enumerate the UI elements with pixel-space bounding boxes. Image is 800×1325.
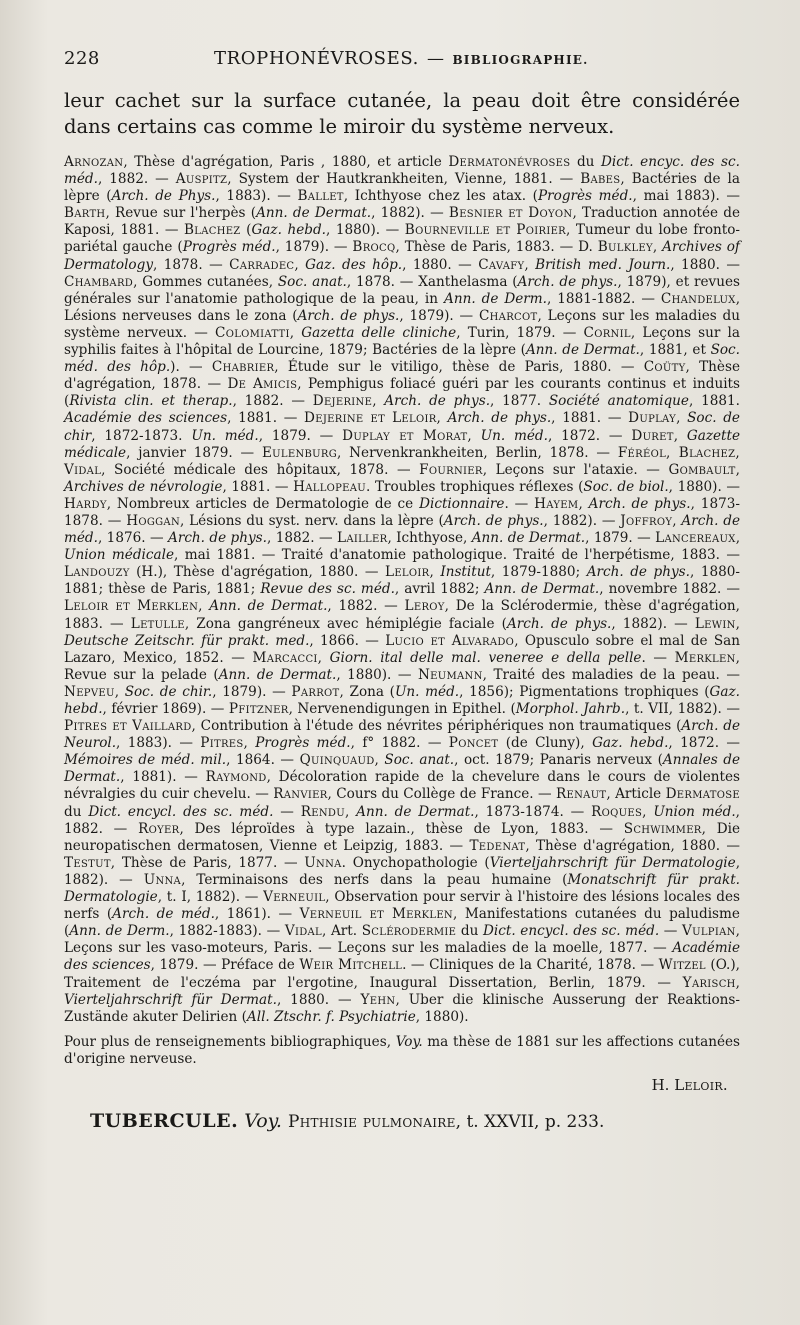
author-name: Carradec xyxy=(229,256,295,273)
citation-text: , 1880-1881; thèse de Paris, 1881; xyxy=(64,564,741,598)
citation-text: . — Cliniques de la Charité, 1878. — xyxy=(402,957,659,974)
citation-text: , Contribution à l'étude des névrites périphériques non traumatiques ( xyxy=(191,718,682,735)
citation-text: , Cours du Collège de France. — xyxy=(327,786,556,803)
citation-text: , 1879-1880; xyxy=(490,564,587,581)
citation-text: , 1879). — xyxy=(212,683,292,700)
publication-title: Arch. de Neurol. xyxy=(64,718,740,752)
bibliography xyxy=(64,154,740,1026)
author-name: Gombault xyxy=(668,461,736,478)
author-name: Duplay xyxy=(628,410,677,427)
author-name: Renaut xyxy=(555,786,607,803)
citation-text: , Article xyxy=(606,786,666,803)
publication-title: Arch. de phys. xyxy=(297,307,400,324)
citation-text: , xyxy=(578,495,589,512)
citation-text: , 1879. — xyxy=(258,427,343,444)
entry-headword: TUBERCULE. xyxy=(90,1109,239,1132)
publication-title: Rivista clin. et therap. xyxy=(69,393,233,410)
author-name: Hardy xyxy=(64,495,107,512)
closing-voy: Voy. xyxy=(395,1033,423,1050)
author-name: Unna xyxy=(304,854,342,871)
author-name: Cavafy xyxy=(478,256,525,273)
citation-text: , xyxy=(198,598,210,615)
intro-paragraph: leur cachet sur la surface cutanée, la peau doit être considérée dans certains cas comme le miroir du système nerveux. xyxy=(64,89,740,138)
author-name: Auspitz xyxy=(175,171,228,188)
author-name: Pitres et Vaillard xyxy=(64,718,192,735)
citation-text: (de Cluny), xyxy=(498,735,593,752)
citation-text: , Pemphigus foliacé guéri par les courants continus et induits ( xyxy=(64,376,740,410)
entry-target: Phthisie pulmonaire xyxy=(287,1111,456,1132)
citation-text: , 1880. — xyxy=(402,256,479,273)
citation-text: . — xyxy=(641,649,675,666)
citation-text: , 1881, et xyxy=(639,342,711,359)
author-name: Duplay et Morat xyxy=(342,427,468,444)
citation-text: du xyxy=(64,803,89,820)
author-name: Letulle xyxy=(130,615,185,632)
author-name: Duret xyxy=(631,427,674,444)
citation-text: , Société médicale des hôpitaux, 1878. — xyxy=(101,461,420,478)
author-name: Verneuil xyxy=(263,889,326,906)
author-name: Ballet xyxy=(297,188,344,205)
citation-text: , Nombreux articles de Dermatologie de ce xyxy=(106,495,420,512)
citation-text: , Leçons sur la syphilis faites à l'hôpital de Lourcine, 1879; Bactéries de la lèpre ( xyxy=(64,324,740,359)
publication-title: Un. méd. xyxy=(480,427,548,444)
citation-text: , 1864. — xyxy=(226,752,300,769)
publication-title: Soc. de chir xyxy=(64,410,740,444)
citation-text: , xyxy=(672,512,682,529)
citation-text: , 1880). xyxy=(415,1008,469,1025)
citation-text: , Art. xyxy=(322,923,362,940)
author-name: Dejerine xyxy=(312,393,373,410)
author-name: Coüty xyxy=(643,359,686,376)
author-name: Lancereaux xyxy=(655,530,736,547)
citation-text: , 1878. — xyxy=(153,256,230,273)
author-name: Raymond xyxy=(205,769,267,786)
citation-text: — xyxy=(659,923,682,940)
publication-title: Ann. de Dermat. xyxy=(471,530,586,547)
author-name: Dejerine et Leloir xyxy=(304,410,437,427)
publication-title: Arch. de méd. xyxy=(112,906,215,923)
publication-title: Soc. méd. des hôp. xyxy=(64,342,740,376)
citation-text: (O.), Traitement de l'eczéma par l'ergotine, Inaugural Dissertation, Berlin, 1879. — xyxy=(64,957,741,991)
citation-text: — xyxy=(273,803,301,820)
author-name: Chandelux xyxy=(660,290,736,307)
citation-text: , 1881. xyxy=(688,393,740,410)
citation-text: , 1866. — xyxy=(309,632,386,649)
citation-text: , 1878. — Xanthelasma ( xyxy=(346,273,518,290)
closing-paragraph xyxy=(64,1034,740,1068)
citation-text: , xyxy=(524,256,536,273)
citation-text: , Revue sur la pelade ( xyxy=(64,649,740,683)
citation-text: , xyxy=(317,649,330,666)
author-signature xyxy=(64,1076,740,1094)
author-name: Yehn xyxy=(360,991,396,1008)
publication-title: Arch. de phys. xyxy=(506,615,612,632)
author-name: Neumann xyxy=(417,666,483,683)
publication-title: Gaz. hebd. xyxy=(64,683,740,717)
citation-text: , Des léproïdes à type lazain., thèse de Lyon, 1883. — xyxy=(179,820,624,837)
citation-text: , xyxy=(289,324,302,341)
citation-text: , Leçons sur les maladies du système nerveux. — xyxy=(64,307,740,341)
citation-text: , 1879. — xyxy=(585,530,656,547)
author-name: Blachez xyxy=(183,222,241,239)
publication-title: Ann. de Dermat. xyxy=(356,803,475,820)
publication-title: Ann. de Dermat. xyxy=(209,598,328,615)
publication-title: Gazetta delle cliniche xyxy=(301,324,457,341)
citation-text: , oct. 1879; Panaris nerveux ( xyxy=(454,752,663,769)
citation-text: , février 1869). — xyxy=(102,701,229,717)
citation-text: , 1880). — xyxy=(336,666,418,683)
citation-text: , 1882. — xyxy=(327,598,405,615)
citation-text: , 1882). — xyxy=(543,512,621,529)
citation-text: , 1880. — xyxy=(276,991,361,1008)
author-name: Rendu xyxy=(300,803,345,820)
page-number: 228 xyxy=(64,48,100,69)
citation-text: , 1872. — xyxy=(668,735,740,752)
citation-text: , 1873-1878. — xyxy=(64,495,740,529)
author-name: Leloir et Merklen xyxy=(64,598,199,615)
citation-text: , 1882. — xyxy=(266,530,338,547)
publication-title: Arch. de méd. xyxy=(64,512,740,547)
closing-text-end: ma thèse de 1881 sur les affections cutanées d'origine nerveuse. xyxy=(64,1033,741,1067)
citation-text: , mai 1881. — Traité d'anatomie pathologique. Traité de l'herpétisme, 1883. — xyxy=(174,547,740,564)
publication-title: Mémoires de méd. mil. xyxy=(64,752,227,769)
citation-text: , xyxy=(676,410,688,427)
author-name: Babes xyxy=(580,171,621,188)
author-name: Féréol, Blachez, Vidal xyxy=(64,444,740,478)
citation-text: , t. VII, 1882). — xyxy=(625,701,740,717)
running-title: TROPHONÉVROSES. xyxy=(214,48,419,69)
author-name: Chabrier xyxy=(211,359,275,376)
author-name: Brocq xyxy=(352,239,396,256)
citation-text: , 1873-1874. — xyxy=(474,803,592,820)
author-name: Leloir xyxy=(385,564,430,581)
citation-text: , 1880. — xyxy=(670,256,740,273)
citation-text: , xyxy=(735,530,741,547)
author-name: Unna xyxy=(143,871,182,888)
author-name: Pfitzner xyxy=(228,701,289,717)
author-name: Bourneville et Poirier xyxy=(404,222,567,239)
citation-text: , xyxy=(735,974,740,991)
publication-title: Ann. de Dermat. xyxy=(484,581,600,598)
citation-text: . Onychopathologie ( xyxy=(341,854,490,871)
author-name: Quinquaud xyxy=(299,752,375,769)
citation-text: , 1882. — xyxy=(64,803,740,837)
citation-text: , Turin, 1879. — xyxy=(456,324,584,341)
author-name: Merklen xyxy=(674,649,736,666)
citation-text: du xyxy=(570,154,601,170)
publication-title: Ann. de Derm. xyxy=(444,290,547,307)
author-name: Dermatose xyxy=(665,786,740,803)
publication-title: Arch. de phys. xyxy=(168,530,267,547)
citation-text: , Zona gangréneux avec hémiplégie faciale ( xyxy=(184,615,507,632)
citation-text: , Nervenendigungen in Epithel. ( xyxy=(288,701,516,717)
publication-title: Arch. de phys. xyxy=(588,495,691,512)
citation-text: , 1879). — xyxy=(275,239,353,256)
author-name: Lucio et Alvarado xyxy=(385,632,515,649)
citation-text: , 1872. — xyxy=(547,427,632,444)
publication-title: Dict. encycl. des sc. méd. xyxy=(483,923,660,940)
citation-text: , Gommes cutanées, xyxy=(133,273,278,290)
author-name: Witzel xyxy=(658,957,706,974)
citation-text: , Revue sur l'herpès ( xyxy=(105,205,257,222)
author-name: Sclérodermie xyxy=(361,923,457,940)
citation-text: , Zona ( xyxy=(339,683,395,700)
author-name: Landouzy xyxy=(64,564,130,581)
citation-text: , Thèse d'agrégation, 1880. — xyxy=(525,837,740,854)
citation-text: , 1883). — xyxy=(215,188,298,205)
publication-title: Progrès méd. xyxy=(255,735,351,752)
citation-text: , 1879), et revues générales sur l'anatomie pathologique de la peau, in xyxy=(64,273,740,307)
citation-text: , Lésions du syst. nerv. dans la lèpre ( xyxy=(180,512,444,529)
publication-title: Académie des sciences xyxy=(64,940,740,974)
citation-text: ). — xyxy=(170,359,212,376)
author-name: Vulpian xyxy=(682,923,736,940)
citation-text: , janvier 1879. — xyxy=(126,444,262,461)
publication-title: Progrès méd. xyxy=(182,239,276,256)
author-name: Vidal xyxy=(284,923,322,940)
author-name: Roques xyxy=(591,803,643,820)
citation-text: , f° 1882. — xyxy=(350,735,449,752)
author-name: Cornil xyxy=(583,324,631,341)
publication-title: Soc. anat. xyxy=(277,273,347,290)
citation-text: , 1856); Pigmentations trophiques ( xyxy=(459,683,710,700)
author-name: Chambard xyxy=(64,273,134,290)
author-name: Ranvier xyxy=(273,786,328,803)
citation-text: , 1883). — xyxy=(116,735,201,752)
citation-text: , Décoloration rapide de la chevelure dans le cours de violentes névralgies du cuir chevelu. — xyxy=(64,769,740,803)
citation-text: , xyxy=(735,461,740,478)
citation-text: , 1872-1873. xyxy=(91,427,192,444)
publication-title: Arch. de phys. xyxy=(517,273,618,290)
publication-title: Gaz. hebd. xyxy=(251,222,326,239)
publication-title: Ann. de Dermat. xyxy=(525,342,640,359)
publication-title: Soc. anat. xyxy=(384,752,455,769)
citation-text: , 1881. — xyxy=(222,478,294,495)
citation-text: , Ichthyose, xyxy=(387,530,472,547)
author-name: Colomiatti xyxy=(215,324,290,341)
citation-text: ( xyxy=(240,222,252,239)
citation-text: , Observation pour servir à l'histoire des lésions locales des nerfs ( xyxy=(64,889,741,923)
citation-text: , xyxy=(735,615,740,632)
citation-text: , xyxy=(374,752,385,769)
citation-text: , Die neuropatischen dermatosen, Vienne et Leipzig, 1883. — xyxy=(64,820,741,854)
citation-text: , Thèse d'agrégation, Paris , 1880, et article xyxy=(123,154,449,170)
page-header xyxy=(64,48,740,82)
publication-title: Giorn. ital delle mal. veneree e della pelle xyxy=(329,649,642,666)
citation-text: , 1879. — Préface de xyxy=(150,957,300,974)
signature-name: Leloir. xyxy=(674,1075,728,1094)
publication-title: Arch. de phys. xyxy=(384,393,491,410)
citation-text: , xyxy=(344,803,357,820)
citation-text: , Leçons sur l'ataxie. — xyxy=(482,461,669,478)
author-name: Hayem xyxy=(534,495,579,512)
publication-title: Ann. de Derm. xyxy=(69,923,170,940)
author-name: Charcot xyxy=(478,307,538,324)
publication-title: Deutsche Zeitschr. für prakt. med. xyxy=(64,632,310,649)
citation-text: , 1881-1882. — xyxy=(546,290,661,307)
citation-text: , Opusculo sobre el mal de San Lazaro, Mexico, 1852. — xyxy=(64,632,740,666)
entry-volume-page: , t. XXVII, p. 233. xyxy=(455,1111,605,1132)
citation-text: (H.), Thèse d'agrégation, 1880. — xyxy=(129,564,385,581)
author-name: Schwimmer xyxy=(623,820,702,837)
author-name: Marcacci xyxy=(252,649,318,666)
publication-title: Arch. de phys. xyxy=(586,564,690,581)
author-name: Fournier xyxy=(419,461,483,478)
publication-title: Progrès méd. xyxy=(537,188,633,205)
citation-text: , mai 1883). — xyxy=(632,188,740,205)
citation-text: , xyxy=(429,564,441,581)
publication-title: Soc. de biol. xyxy=(583,478,669,495)
publication-title: All. Ztschr. f. Psychiatrie xyxy=(246,1008,416,1025)
publication-title: Gaz. des hôp. xyxy=(305,256,403,273)
publication-title: Ann. de Dermat. xyxy=(218,666,337,683)
author-name: Lailler xyxy=(337,530,388,547)
publication-title: Revue des sc. méd. xyxy=(260,581,395,598)
citation-text: , 1879). — xyxy=(399,307,479,324)
citation-text: , Thèse de Paris, 1877. — xyxy=(110,854,305,871)
publication-title: Archives of Dermatology xyxy=(64,239,740,273)
publication-title: Dict. encycl. des sc. méd. xyxy=(88,803,274,820)
citation-text: , 1861). — xyxy=(214,906,300,923)
publication-title: Académie des sciences xyxy=(64,410,228,427)
publication-title: Société anatomique xyxy=(548,393,689,410)
author-name: Parrot xyxy=(291,683,340,700)
author-name: Yarisch xyxy=(682,974,736,991)
citation-text: , xyxy=(436,410,448,427)
citation-text: , t. I, 1882). — xyxy=(157,889,264,906)
entry-voy: Voy. xyxy=(244,1109,282,1132)
citation-text: , novembre 1882. — xyxy=(599,581,741,598)
bibliography-text xyxy=(64,154,740,1026)
citation-text: , 1881. — xyxy=(551,410,629,427)
publication-title: Arch. de phys. xyxy=(443,512,544,529)
author-name: Testut xyxy=(64,854,111,871)
author-name: Joffroy xyxy=(620,512,673,529)
citation-text: , Manifestations cutanées du paludisme ( xyxy=(64,906,740,940)
citation-text: , De la Sclérodermie, thèse d'agrégation, 1883. — xyxy=(64,598,740,632)
publication-title: Monatschrift für prakt. Dermatologie xyxy=(64,871,740,906)
author-name: Barth xyxy=(64,205,106,222)
author-name: Nepveu xyxy=(64,683,115,700)
citation-text: , xyxy=(673,427,687,444)
running-separator: — xyxy=(426,49,445,69)
citation-text: , 1881. — xyxy=(227,410,305,427)
citation-text: , xyxy=(114,683,125,700)
author-name: De Amicis xyxy=(227,376,298,393)
citation-text: , xyxy=(372,393,385,410)
author-name: Poncet xyxy=(448,735,499,752)
citation-text: , xyxy=(243,735,256,752)
closing-text: Pour plus de renseignements bibliographiques, xyxy=(64,1033,396,1050)
publication-title: Gazette médicale xyxy=(64,427,741,461)
author-name: Tedenat xyxy=(469,837,526,854)
citation-text: . Troubles trophiques réflexes ( xyxy=(366,478,584,495)
citation-text: , xyxy=(467,427,481,444)
author-name: Leroy xyxy=(404,598,445,615)
author-name: Arnozan xyxy=(64,154,124,170)
publication-title: Dict. encyc. des sc. méd. xyxy=(64,154,740,188)
citation-text: , 1876. — xyxy=(97,530,168,547)
publication-title: Arch. de phys. xyxy=(447,410,552,427)
citation-text: , Thèse de Paris, 1883. — D. xyxy=(395,239,598,256)
publication-title: Ann. de Dermat. xyxy=(256,205,372,222)
cross-reference-entry xyxy=(64,1110,740,1132)
citation-text: , xyxy=(652,239,663,256)
publication-title: Un. méd. xyxy=(191,427,259,444)
author-name: Lewin xyxy=(694,615,736,632)
author-name: Bulkley xyxy=(597,239,653,256)
citation-text: , Bactéries de la lèpre ( xyxy=(64,171,740,205)
citation-text: , Lésions nerveuses dans le zona ( xyxy=(64,290,741,324)
publication-title: Morphol. Jahrb. xyxy=(515,701,626,717)
author-name: Verneuil et Merklen xyxy=(299,906,453,923)
citation-text: , 1882). — xyxy=(64,854,741,888)
citation-text: , xyxy=(642,803,654,820)
citation-text: , Leçons sur les vaso-moteurs, Paris. — Leçons sur les maladies de la moelle, 1877. — xyxy=(64,923,740,957)
citation-text: , Traité des maladies de la peau. — xyxy=(482,666,740,683)
author-name: Weir Mitchell xyxy=(299,957,403,974)
publication-title: Arch. de Phys. xyxy=(111,188,216,205)
citation-text: , avril 1882; xyxy=(394,581,485,598)
publication-title: Union médicale xyxy=(64,547,174,564)
author-name: Hallopeau xyxy=(293,478,367,495)
author-name: Hoggan xyxy=(126,512,180,529)
citation-text: , System der Hautkrankheiten, Vienne, 1881. — xyxy=(227,171,581,188)
citation-text: , Ichthyose chez les atax. ( xyxy=(343,188,538,205)
author-name: Pitres xyxy=(200,735,244,752)
author-name: Dermatonévroses xyxy=(448,154,571,170)
citation-text: , Terminaisons des nerfs dans la peau humaine ( xyxy=(181,871,568,888)
citation-text: , 1877. xyxy=(490,393,549,410)
publication-title: Institut xyxy=(440,564,491,581)
citation-text: , 1881). — xyxy=(120,769,206,786)
citation-text: , Tumeur du lobe fronto-pariétal gauche ( xyxy=(64,222,741,256)
publication-title: Union méd. xyxy=(653,803,736,820)
citation-text: , 1882-1883). — xyxy=(169,923,285,940)
publication-title: Soc. de chir. xyxy=(124,683,213,700)
publication-title: Vierteljahrschrift für Dermat. xyxy=(64,991,277,1008)
publication-title: Dictionnaire xyxy=(419,495,505,512)
citation-text: , 1880). — xyxy=(668,478,740,495)
citation-text: , 1880). — xyxy=(325,222,405,239)
citation-text: , Thèse d'agrégation, 1878. — xyxy=(64,359,740,393)
signature-initial: H. xyxy=(651,1075,675,1094)
citation-text: , 1882). — xyxy=(371,205,449,222)
citation-text: , 1882. — xyxy=(232,393,313,410)
author-name: Besnier et Doyon xyxy=(448,205,573,222)
citation-text: . — xyxy=(504,495,535,512)
publication-title: Gaz. hebd. xyxy=(592,735,669,752)
publication-title: Annales de Dermat. xyxy=(64,752,741,786)
citation-text: , Uber die klinische Ausserung der Reaktions-Zustände akuter Delirien ( xyxy=(64,991,741,1025)
citation-text: , xyxy=(294,256,306,273)
publication-title: Archives de névrologie xyxy=(64,478,223,495)
citation-text: , Traduction annotée de Kaposi, 1881. — xyxy=(64,205,741,239)
publication-title: Un. méd. xyxy=(394,683,460,700)
running-subtitle: BIBLIOGRAPHIE. xyxy=(452,53,589,67)
publication-title: Vierteljahrschrift für Dermatologie xyxy=(489,854,736,871)
citation-text: , 1882. — xyxy=(97,171,176,188)
citation-text: , 1882). — xyxy=(611,615,695,632)
citation-text: , Nervenkrankheiten, Berlin, 1878. — xyxy=(337,444,618,461)
publication-title: British med. Journ. xyxy=(535,256,671,273)
author-name: Eulenburg xyxy=(261,444,337,461)
author-name: Royer xyxy=(138,820,180,837)
citation-text: du xyxy=(456,923,483,940)
citation-text: , Étude sur le vitiligo, thèse de Paris, 1880. — xyxy=(274,359,644,376)
